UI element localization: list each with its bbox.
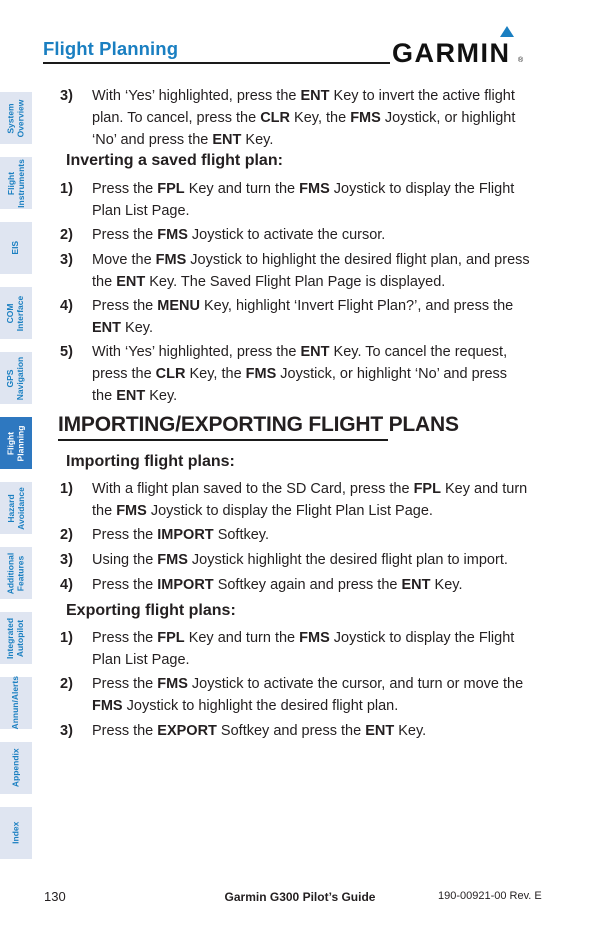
logo-text: GARMIN xyxy=(392,38,511,68)
step-number: 1) xyxy=(60,630,73,646)
list-item xyxy=(60,627,530,671)
step-number: 1) xyxy=(60,181,73,197)
footer-title: Garmin G300 Pilot’s Guide xyxy=(224,890,376,904)
tab-index[interactable] xyxy=(0,807,32,859)
step-number: 3) xyxy=(60,88,73,104)
step-text: With a flight plan saved to the SD Card, press the FPL Key and turn the FMS Joystick to display the Flight Plan List Page. xyxy=(92,481,528,519)
step-text: Press the IMPORT Softkey. xyxy=(92,527,270,543)
tab-label: Additional Features xyxy=(5,552,25,594)
section-title: IMPORTING/EXPORTING FLIGHT PLANS xyxy=(58,413,459,436)
step-text: Press the IMPORT Softkey again and press the ENT Key. xyxy=(92,577,463,593)
list-item xyxy=(60,549,530,571)
tab-eis[interactable] xyxy=(0,222,32,274)
list-item xyxy=(60,574,530,596)
tab-label: Appendix xyxy=(10,748,21,788)
tab-label: System Overview xyxy=(5,99,25,137)
header-rule xyxy=(43,62,390,64)
list-item xyxy=(60,295,530,339)
step-number: 2) xyxy=(60,227,73,243)
tab-label: Hazard Avoidance xyxy=(5,486,26,530)
list-item xyxy=(60,249,530,293)
step-text: Press the MENU Key, highlight ‘Invert Flight Plan?’, and press the ENT Key. xyxy=(92,298,514,336)
tab-label: Integrated Autopilot xyxy=(5,617,25,659)
step-number: 4) xyxy=(60,298,73,314)
step-number: 3) xyxy=(60,252,73,268)
step-number: 1) xyxy=(60,481,73,497)
tab-label: GPS Navigation xyxy=(5,356,26,400)
subheading-importing: Importing flight plans: xyxy=(66,453,235,470)
tab-system-overview[interactable] xyxy=(0,92,32,144)
list-item xyxy=(60,341,530,407)
step-number: 2) xyxy=(60,676,73,692)
list-item xyxy=(60,478,530,522)
tab-flight-planning[interactable] xyxy=(0,417,32,469)
tab-label: COM Interface xyxy=(5,295,25,331)
subheading-inverting: Inverting a saved flight plan: xyxy=(66,152,283,169)
tab-label: Index xyxy=(10,821,21,845)
section-rule xyxy=(58,439,388,441)
step-text: Press the FPL Key and turn the FMS Joystick to display the Flight Plan List Page. xyxy=(92,630,515,668)
list-item xyxy=(60,720,530,742)
tab-flight-instruments[interactable] xyxy=(0,157,32,209)
tab-label: Annun/Alerts xyxy=(10,676,21,730)
list-item xyxy=(60,178,530,222)
tab-gps-navigation[interactable] xyxy=(0,352,32,404)
step-number: 3) xyxy=(60,723,73,739)
tab-label: Flight Planning xyxy=(5,425,26,461)
step-text: Press the EXPORT Softkey and press the ENT Key. xyxy=(92,723,427,739)
tab-additional-features[interactable] xyxy=(0,547,32,599)
tab-hazard-avoidance[interactable] xyxy=(0,482,32,534)
step-text: With ‘Yes’ highlighted, press the ENT Key. To cancel the request, press the CLR Key, the FMS Joystick, or highlight ‘No’ and press the ENT Key. xyxy=(92,344,508,404)
tab-com-interface[interactable] xyxy=(0,287,32,339)
tab-label: EIS xyxy=(10,241,21,255)
list-item xyxy=(60,224,530,246)
step-number: 4) xyxy=(60,577,73,593)
list-item xyxy=(60,524,530,546)
list-item xyxy=(60,673,530,717)
logo-triangle-icon xyxy=(500,26,514,37)
step-text: Press the FMS Joystick to activate the cursor. xyxy=(92,227,386,243)
step-number: 2) xyxy=(60,527,73,543)
tab-integrated-autopilot[interactable] xyxy=(0,612,32,664)
step-text: Press the FPL Key and turn the FMS Joystick to display the Flight Plan List Page. xyxy=(92,181,515,219)
registered-mark: ® xyxy=(518,57,524,64)
tab-appendix[interactable] xyxy=(0,742,32,794)
page-number: 130 xyxy=(44,889,66,904)
step-text: Using the FMS Joystick highlight the desired flight plan to import. xyxy=(92,552,508,568)
step-number: 3) xyxy=(60,552,73,568)
garmin-logo xyxy=(392,26,522,66)
subheading-exporting: Exporting flight plans: xyxy=(66,602,236,619)
step-number: 5) xyxy=(60,344,73,360)
tab-label: Flight Instruments xyxy=(5,158,25,208)
step-text: With ‘Yes’ highlighted, press the ENT Key to invert the active flight plan. To cancel, press the CLR Key, the FMS Joystick, or highlight ‘No’ and press the ENT Key. xyxy=(92,88,516,148)
list-item xyxy=(60,85,530,151)
tab-annun-alerts[interactable] xyxy=(0,677,32,729)
step-text: Press the FMS Joystick to activate the cursor, and turn or move the FMS Joystick to highlight the desired flight plan. xyxy=(92,676,524,714)
document-number: 190-00921-00 Rev. E xyxy=(438,890,542,902)
page-header-title: Flight Planning xyxy=(43,38,179,59)
step-text: Move the FMS Joystick to highlight the desired flight plan, and press the ENT Key. The Saved Flight Plan Page is displayed. xyxy=(92,252,530,290)
